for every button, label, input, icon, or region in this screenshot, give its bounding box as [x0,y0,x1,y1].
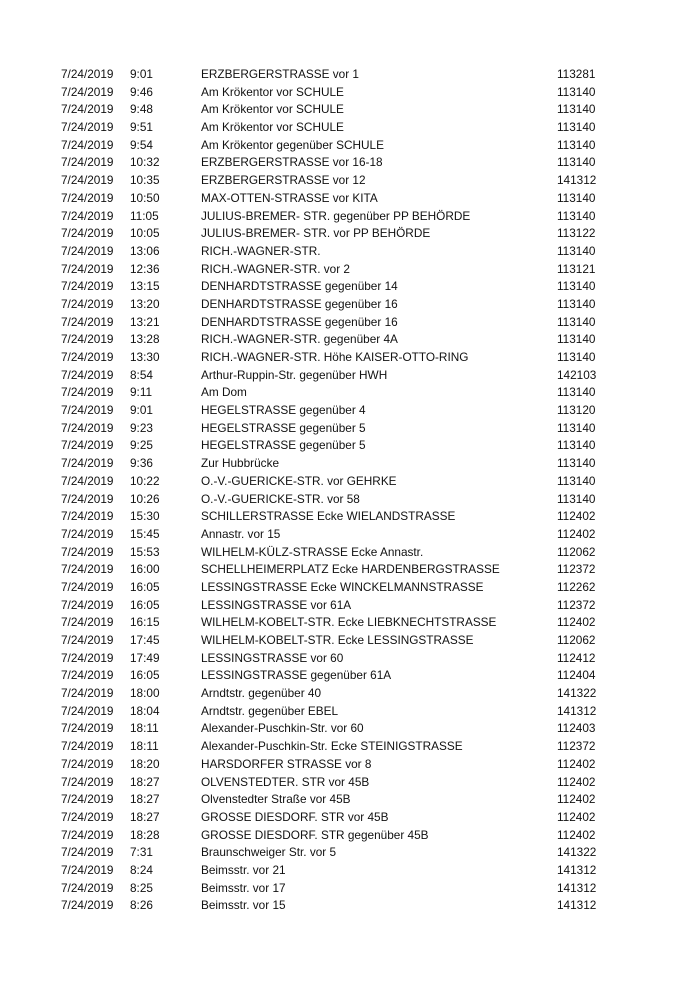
table-row [0,66,700,84]
location-cell: LESSINGSTRASSE vor 60 [201,650,344,665]
date-cell: 7/24/2019 [61,226,114,241]
code-cell: 112402 [557,509,596,524]
date-cell: 7/24/2019 [61,120,114,135]
date-cell: 7/24/2019 [61,190,114,205]
location-cell: O.-V.-GUERICKE-STR. vor 58 [201,491,360,506]
code-cell: 112402 [557,827,596,842]
table-row [0,437,700,455]
location-cell: Alexander-Puschkin-Str. vor 60 [201,721,364,736]
time-cell: 18:28 [130,827,160,842]
table-row [0,508,700,526]
date-cell: 7/24/2019 [61,261,114,276]
code-cell: 113140 [557,279,596,294]
code-cell: 113140 [557,137,596,152]
location-cell: GROSSE DIESDORF. STR vor 45B [201,809,389,824]
date-cell: 7/24/2019 [61,84,114,99]
table-row [0,101,700,119]
location-cell: Beimsstr. vor 15 [201,898,286,913]
table-row [0,331,700,349]
time-cell: 9:36 [130,456,153,471]
code-cell: 113140 [557,473,596,488]
time-cell: 9:11 [130,385,153,400]
table-row [0,561,700,579]
code-cell: 112372 [557,739,596,754]
date-cell: 7/24/2019 [61,509,114,524]
table-row [0,544,700,562]
date-cell: 7/24/2019 [61,650,114,665]
code-cell: 112402 [557,615,596,630]
location-cell: Arndtstr. gegenüber EBEL [201,703,339,718]
date-cell: 7/24/2019 [61,615,114,630]
location-cell: SCHILLERSTRASSE Ecke WIELANDSTRASSE [201,509,456,524]
table-row [0,154,700,172]
table-row [0,632,700,650]
date-cell: 7/24/2019 [61,243,114,258]
time-cell: 13:20 [130,296,160,311]
code-cell: 113140 [557,385,596,400]
date-cell: 7/24/2019 [61,633,114,647]
location-cell: LESSINGSTRASSE gegenüber 61A [201,668,392,683]
time-cell: 13:30 [130,350,160,364]
time-cell: 10:32 [130,155,160,170]
date-cell: 7/24/2019 [61,756,114,771]
time-cell: 8:24 [130,862,153,877]
table-row [0,384,700,402]
location-cell: SCHELLHEIMERPLATZ Ecke HARDENBERGSTRASSE [201,562,500,577]
table-row [0,579,700,597]
date-cell: 7/24/2019 [61,774,114,789]
time-cell: 9:01 [130,67,153,81]
table-row [0,473,700,491]
date-cell: 7/24/2019 [61,173,114,188]
location-cell: Zur Hubbrücke [201,456,280,471]
code-cell: 113140 [557,102,596,117]
code-cell: 112404 [557,668,596,683]
time-cell: 18:11 [130,721,159,736]
location-cell: Arthur-Ruppin-Str. gegenüber HWH [201,367,388,382]
code-cell: 112402 [557,756,596,771]
location-cell: Am Krökentor vor SCHULE [201,120,344,135]
code-cell: 141312 [557,862,597,877]
code-cell: 141322 [557,686,597,701]
location-cell: DENHARDTSTRASSE gegenüber 16 [201,296,398,311]
location-cell: Am Dom [201,385,247,400]
data-table [0,66,700,915]
table-row [0,243,700,261]
time-cell: 13:21 [130,314,160,329]
date-cell: 7/24/2019 [61,137,114,152]
location-cell: RICH.-WAGNER-STR. vor 2 [201,261,350,276]
date-cell: 7/24/2019 [61,367,114,382]
time-cell: 15:45 [130,526,160,541]
table-row [0,491,700,509]
table-row [0,738,700,756]
code-cell: 113121 [557,261,596,276]
date-cell: 7/24/2019 [61,296,114,311]
date-cell: 7/24/2019 [61,438,114,453]
location-cell: ERZBERGERSTRASSE vor 16-18 [201,155,383,170]
date-cell: 7/24/2019 [61,456,114,471]
time-cell: 10:22 [130,473,160,488]
table-row [0,84,700,102]
time-cell: 9:51 [130,120,153,135]
table-row [0,314,700,332]
time-cell: 9:23 [130,420,153,435]
location-cell: HARSDORFER STRASSE vor 8 [201,756,372,771]
table-row [0,774,700,792]
time-cell: 13:06 [130,243,160,258]
date-cell: 7/24/2019 [61,350,114,364]
code-cell: 112402 [557,774,596,789]
date-cell: 7/24/2019 [61,898,114,913]
location-cell: RICH.-WAGNER-STR. Höhe KAISER-OTTO-RING [201,350,469,364]
location-cell: Alexander-Puschkin-Str. Ecke STEINIGSTRASSE [201,739,463,754]
location-cell: RICH.-WAGNER-STR. [201,243,321,258]
code-cell: 113140 [557,190,596,205]
date-cell: 7/24/2019 [61,809,114,824]
code-cell: 141312 [557,173,597,188]
table-row [0,809,700,827]
date-cell: 7/24/2019 [61,385,114,400]
code-cell: 112402 [557,526,596,541]
time-cell: 18:04 [130,703,160,718]
location-cell: Beimsstr. vor 17 [201,880,286,895]
table-row [0,667,700,685]
date-cell: 7/24/2019 [61,473,114,488]
code-cell: 112062 [557,633,596,647]
location-cell: LESSINGSTRASSE Ecke WINCKELMANNSTRASSE [201,579,484,594]
code-cell: 112403 [557,721,596,736]
location-cell: Beimsstr. vor 21 [201,862,286,877]
table-row [0,278,700,296]
table-row [0,827,700,845]
table-row [0,190,700,208]
date-cell: 7/24/2019 [61,403,114,418]
location-cell: JULIUS-BREMER- STR. gegenüber PP BEHÖRDE [201,208,471,223]
time-cell: 18:20 [130,756,160,771]
date-cell: 7/24/2019 [61,491,114,506]
location-cell: Annastr. vor 15 [201,526,281,541]
time-cell: 16:05 [130,597,160,612]
date-cell: 7/24/2019 [61,703,114,718]
time-cell: 9:01 [130,403,153,418]
location-cell: RICH.-WAGNER-STR. gegenüber 4A [201,332,398,347]
location-cell: DENHARDTSTRASSE gegenüber 16 [201,314,398,329]
table-row [0,349,700,367]
table-row [0,897,700,915]
date-cell: 7/24/2019 [61,562,114,577]
date-cell: 7/24/2019 [61,579,114,594]
code-cell: 112402 [557,809,596,824]
table-row [0,791,700,809]
time-cell: 17:45 [130,633,160,647]
location-cell: ERZBERGERSTRASSE vor 1 [201,67,359,81]
location-cell: Olvenstedter Straße vor 45B [201,792,351,807]
code-cell: 112262 [557,579,596,594]
location-cell: WILHELM-KÜLZ-STRASSE Ecke Annastr. [201,544,424,559]
location-cell: LESSINGSTRASSE vor 61A [201,597,352,612]
location-cell: WILHELM-KOBELT-STR. Ecke LESSINGSTRASSE [201,633,474,647]
table-row [0,880,700,898]
table-row [0,650,700,668]
code-cell: 141322 [557,845,597,860]
table-row [0,261,700,279]
code-cell: 141312 [557,703,597,718]
table-row [0,614,700,632]
date-cell: 7/24/2019 [61,862,114,877]
table-row [0,225,700,243]
code-cell: 113140 [557,332,596,347]
location-cell: HEGELSTRASSE gegenüber 5 [201,438,366,453]
time-cell: 16:15 [130,615,160,630]
time-cell: 9:46 [130,84,153,99]
time-cell: 8:26 [130,898,153,913]
table-row [0,137,700,155]
code-cell: 113140 [557,314,596,329]
date-cell: 7/24/2019 [61,67,114,81]
date-cell: 7/24/2019 [61,721,114,736]
time-cell: 11:05 [130,208,159,223]
code-cell: 113140 [557,420,596,435]
code-cell: 113140 [557,350,596,364]
time-cell: 12:36 [130,261,160,276]
location-cell: DENHARDTSTRASSE gegenüber 14 [201,279,398,294]
date-cell: 7/24/2019 [61,332,114,347]
date-cell: 7/24/2019 [61,420,114,435]
table-row [0,455,700,473]
time-cell: 18:11 [130,739,159,754]
time-cell: 18:27 [130,774,160,789]
code-cell: 112062 [557,544,596,559]
date-cell: 7/24/2019 [61,880,114,895]
table-row [0,172,700,190]
location-cell: Braunschweiger Str. vor 5 [201,845,337,860]
time-cell: 13:15 [130,279,160,294]
date-cell: 7/24/2019 [61,739,114,754]
table-row [0,703,700,721]
code-cell: 113140 [557,438,596,453]
table-row [0,119,700,137]
code-cell: 113281 [557,67,596,81]
code-cell: 113140 [557,84,596,99]
date-cell: 7/24/2019 [61,845,114,860]
table-row [0,720,700,738]
table-row [0,597,700,615]
time-cell: 18:27 [130,809,160,824]
table-row [0,402,700,420]
code-cell: 142103 [557,367,597,382]
table-row [0,526,700,544]
time-cell: 15:53 [130,544,160,559]
time-cell: 18:27 [130,792,160,807]
table-row [0,756,700,774]
table-row [0,844,700,862]
time-cell: 16:05 [130,579,160,594]
date-cell: 7/24/2019 [61,668,114,683]
time-cell: 10:26 [130,491,160,506]
table-row [0,420,700,438]
time-cell: 18:00 [130,686,160,701]
code-cell: 113140 [557,243,596,258]
date-cell: 7/24/2019 [61,544,114,559]
code-cell: 112372 [557,597,596,612]
date-cell: 7/24/2019 [61,155,114,170]
code-cell: 113120 [557,403,596,418]
location-cell: JULIUS-BREMER- STR. vor PP BEHÖRDE [201,226,431,241]
code-cell: 113140 [557,120,596,135]
location-cell: WILHELM-KOBELT-STR. Ecke LIEBKNECHTSTRASSE [201,615,497,630]
time-cell: 17:49 [130,650,160,665]
code-cell: 141312 [557,880,597,895]
location-cell: Arndtstr. gegenüber 40 [201,686,322,701]
time-cell: 16:00 [130,562,160,577]
time-cell: 9:54 [130,137,153,152]
table-row [0,685,700,703]
time-cell: 16:05 [130,668,160,683]
date-cell: 7/24/2019 [61,102,114,117]
time-cell: 9:48 [130,102,153,117]
location-cell: O.-V.-GUERICKE-STR. vor GEHRKE [201,473,397,488]
code-cell: 112402 [557,792,596,807]
code-cell: 113122 [557,226,596,241]
table-row [0,862,700,880]
table-row [0,296,700,314]
date-cell: 7/24/2019 [61,208,114,223]
time-cell: 15:30 [130,509,160,524]
location-cell: Am Krökentor gegenüber SCHULE [201,137,384,152]
location-cell: HEGELSTRASSE gegenüber 5 [201,420,366,435]
time-cell: 13:28 [130,332,160,347]
table-row [0,367,700,385]
location-cell: OLVENSTEDTER. STR vor 45B [201,774,370,789]
date-cell: 7/24/2019 [61,314,114,329]
date-cell: 7/24/2019 [61,279,114,294]
location-cell: HEGELSTRASSE gegenüber 4 [201,403,366,418]
date-cell: 7/24/2019 [61,597,114,612]
code-cell: 113140 [557,155,596,170]
time-cell: 8:54 [130,367,153,382]
time-cell: 10:05 [130,226,160,241]
time-cell: 8:25 [130,880,153,895]
time-cell: 7:31 [130,845,153,860]
location-cell: Am Krökentor vor SCHULE [201,102,344,117]
date-cell: 7/24/2019 [61,526,114,541]
code-cell: 112412 [557,650,596,665]
date-cell: 7/24/2019 [61,686,114,701]
code-cell: 141312 [557,898,597,913]
code-cell: 113140 [557,296,596,311]
time-cell: 10:50 [130,190,160,205]
date-cell: 7/24/2019 [61,792,114,807]
code-cell: 113140 [557,491,596,506]
location-cell: MAX-OTTEN-STRASSE vor KITA [201,190,378,205]
location-cell: ERZBERGERSTRASSE vor 12 [201,173,366,188]
time-cell: 10:35 [130,173,160,188]
time-cell: 9:25 [130,438,153,453]
table-row [0,208,700,226]
code-cell: 112372 [557,562,596,577]
location-cell: GROSSE DIESDORF. STR gegenüber 45B [201,827,429,842]
location-cell: Am Krökentor vor SCHULE [201,84,344,99]
code-cell: 113140 [557,456,596,471]
code-cell: 113140 [557,208,596,223]
date-cell: 7/24/2019 [61,827,114,842]
